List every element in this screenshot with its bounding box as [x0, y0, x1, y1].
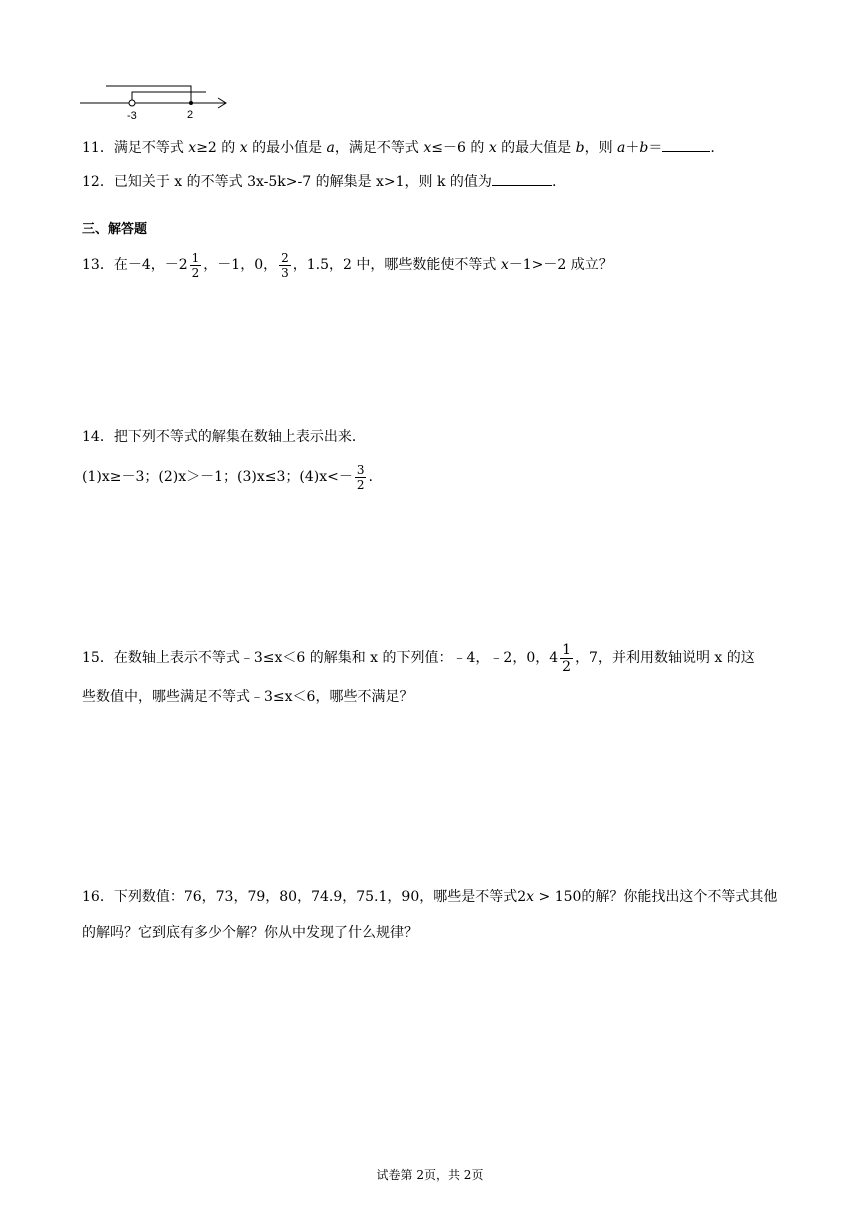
- question-11: [82, 137, 715, 157]
- q13-var-x: x: [500, 257, 509, 273]
- fraction-numerator: 1: [191, 250, 200, 265]
- q11-text-9: ＋: [625, 140, 640, 156]
- q11-text-3: ≥2 的: [196, 140, 240, 156]
- q12-text-end: .: [551, 174, 557, 190]
- q12-number: 12．: [82, 174, 114, 190]
- q11-var-b: b: [575, 140, 585, 156]
- tick-label-right: 2: [187, 109, 194, 121]
- q16-inequality-var: x: [526, 889, 535, 905]
- q11-var-x: x: [188, 140, 197, 156]
- solution-bracket-right: [132, 92, 206, 103]
- q11-var-x: x: [488, 140, 497, 156]
- q11-text-11: .: [710, 140, 715, 156]
- fraction-denominator: 2: [356, 477, 365, 492]
- q15-text-1: 15．在数轴上表示不等式﹣3≤x＜6 的解集和 x 的下列值：﹣4，﹣2，0，4: [82, 650, 559, 666]
- q13-fraction-two-thirds: [279, 251, 291, 280]
- q11-text-10: ＝: [648, 140, 663, 156]
- fraction-denominator: 2: [191, 265, 200, 280]
- q11-text-8: ，则: [584, 140, 618, 156]
- q13-text-1: 在－4，－2: [113, 257, 188, 273]
- q11-text-6: ≤－6 的: [431, 140, 489, 156]
- fraction-numerator: 2: [281, 250, 289, 265]
- q11-var-a: a: [326, 140, 335, 156]
- fraction-denominator: 3: [281, 265, 289, 280]
- q14-fraction-three-halves: [355, 463, 367, 492]
- q11-var-b: b: [639, 140, 649, 156]
- q11-var-x: x: [423, 140, 432, 156]
- q11-text-2: 满足不等式: [113, 140, 189, 156]
- tick-label-left: -3: [127, 110, 137, 122]
- q13-number: 13．: [82, 257, 114, 273]
- q12-answer-blank[interactable]: [492, 171, 552, 186]
- page-footer: 试卷第 2页，共 2页: [376, 1168, 484, 1182]
- q13-fraction-half: [190, 251, 202, 280]
- question-14-line-1: 14．把下列不等式的解集在数轴上表示出来．: [82, 429, 366, 445]
- fraction-denominator: 2: [562, 658, 572, 675]
- q11-text-5: ，满足不等式: [334, 140, 424, 156]
- q16-text-2: 的解？你能找出这个不等式其他: [581, 889, 778, 905]
- closed-circle-point: [189, 101, 193, 105]
- q16-inequality-coef: 2: [517, 889, 527, 905]
- q15-text-2: ，7，并利用数轴说明 x 的这: [575, 650, 755, 666]
- open-circle-point: [129, 100, 135, 106]
- question-16-line-1: [82, 888, 777, 906]
- q13-text-3: ，1.5，2 中，哪些数能使不等式: [292, 257, 501, 273]
- number-line-figure: [78, 80, 238, 122]
- fraction-numerator: 1: [562, 641, 572, 658]
- q11-var-a: a: [617, 140, 626, 156]
- section-heading: 三、解答题: [82, 222, 148, 237]
- q12-text: 已知关于 x 的不等式 3x-5k>-7 的解集是 x>1，则 k 的值为: [113, 174, 492, 190]
- question-14-line-2: [82, 457, 373, 497]
- q13-text-2: ，－1，0，: [203, 257, 278, 273]
- question-15-line-2: 些数值中，哪些满足不等式﹣3≤x＜6，哪些不满足？: [82, 689, 414, 705]
- question-16-line-2: 的解吗？它到底有多少个解？你从中发现了什么规律？: [82, 925, 418, 941]
- q16-text-1: 16．下列数值：76，73，79，80，74.9，75.1，90，哪些是不等式: [82, 889, 518, 905]
- solution-bracket-left: [106, 86, 191, 103]
- question-15-line-1: [82, 638, 755, 678]
- question-13: [82, 250, 613, 280]
- q11-text-7: 的最大值是: [496, 140, 576, 156]
- q11-var-x: x: [239, 140, 248, 156]
- q11-text-1: 11．: [82, 140, 114, 156]
- question-12: [82, 171, 556, 191]
- q11-answer-blank[interactable]: [662, 137, 710, 152]
- fraction-numerator: 3: [356, 462, 365, 477]
- q14-text-1: (1)x≥－3；(2)x＞－1；(3)x≤3；(4)x<－: [82, 469, 353, 485]
- q16-inequality-rest: > 150: [534, 889, 582, 905]
- q14-text-2: .: [368, 469, 373, 485]
- q11-text-4: 的最小值是: [247, 140, 327, 156]
- q15-fraction-half: [560, 642, 573, 675]
- q13-text-4: －1>－2 成立？: [508, 257, 613, 273]
